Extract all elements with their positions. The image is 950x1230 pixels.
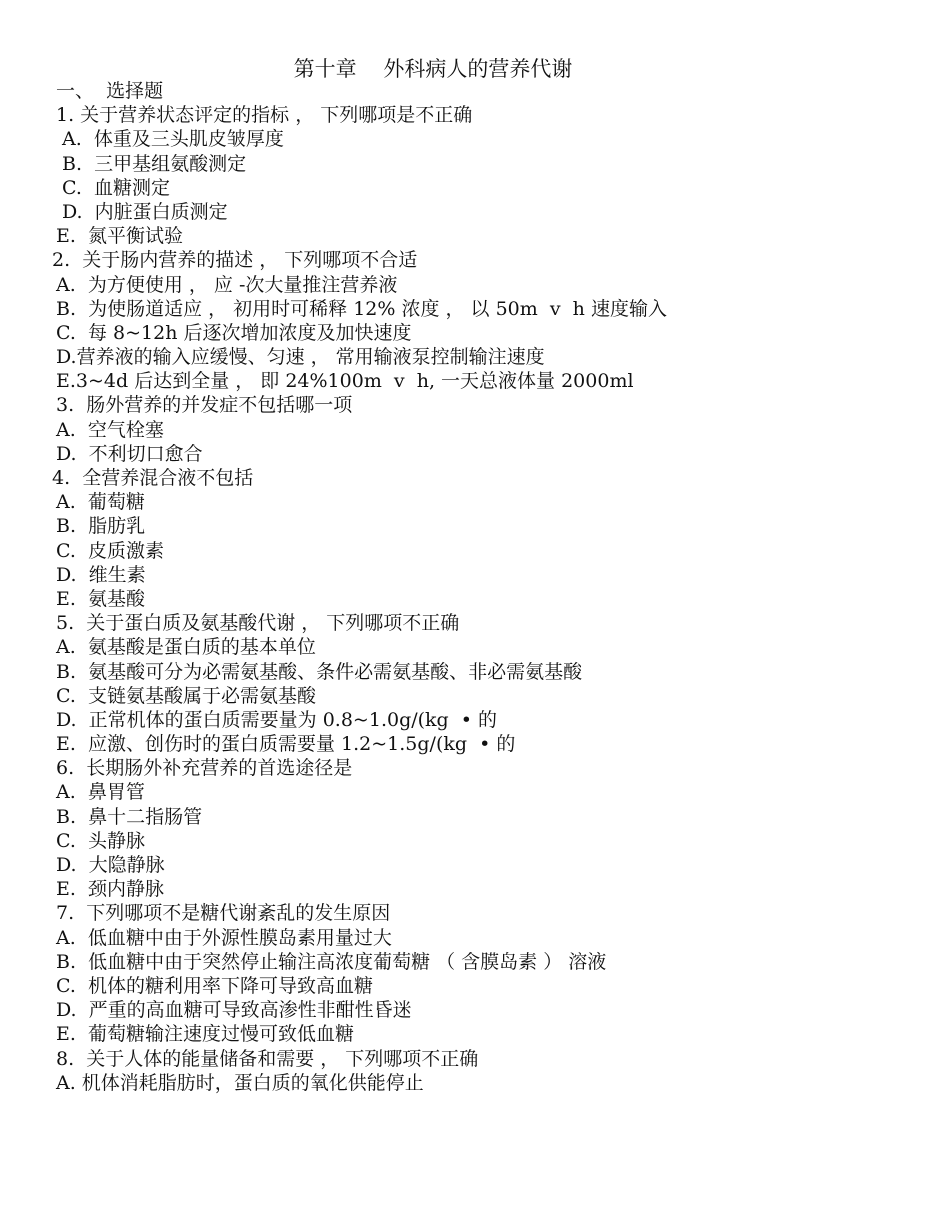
question-7-option-b: B. 低血糖中由于突然停止输注高浓度葡萄糖 （ 含膜岛素 ） 溶液 bbox=[56, 950, 607, 973]
question-1-option-d: D. 内脏蛋白质测定 bbox=[62, 200, 228, 223]
question-5-option-c: C. 支链氨基酸属于必需氨基酸 bbox=[56, 684, 316, 707]
question-list bbox=[0, 79, 900, 1095]
question-5: 5. 关于蛋白质及氨基酸代谢 ， 下列哪项不正确 bbox=[56, 612, 460, 635]
question-1-option-a: A. 体重及三头肌皮皱厚度 bbox=[62, 128, 284, 151]
question-7-option-e: E. 葡萄糖输注速度过慢可致低血糖 bbox=[56, 1023, 354, 1046]
question-2-option-c: C. 每 8~12h 后逐次增加浓度及加快速度 bbox=[56, 321, 412, 344]
question-5-option-a: A. 氨基酸是蛋白质的基本单位 bbox=[56, 636, 316, 659]
question-1-option-b: B. 三甲基组氨酸测定 bbox=[62, 152, 247, 175]
question-3: 3. 肠外营养的并发症不包括哪一项 bbox=[56, 394, 353, 417]
question-7-option-d: D. 严重的高血糖可导致高渗性非酣性昏迷 bbox=[56, 999, 412, 1022]
question-7-option-a: A. 低血糖中由于外源性膜岛素用量过大 bbox=[56, 926, 392, 949]
question-6-option-a: A. 鼻胃管 bbox=[56, 781, 145, 804]
question-6-option-b: B. 鼻十二指肠管 bbox=[56, 805, 203, 828]
question-5-option-d: D. 正常机体的蛋白质需要量为 0.8~1.0g/(kg • 的 bbox=[56, 708, 498, 731]
question-4: 4. 全营养混合液不包括 bbox=[52, 467, 254, 489]
question-5-option-b: B. 氨基酸可分为必需氨基酸、条件必需氨基酸、非必需氨基酸 bbox=[56, 660, 583, 683]
question-4-option-c: C. 皮质激素 bbox=[56, 539, 164, 562]
question-3-option-a: A. 空气栓塞 bbox=[56, 418, 164, 441]
section-heading: 一、 选择题 bbox=[56, 80, 164, 102]
question-2-option-d: D.营养液的输入应缓慢、匀速 ， 常用输液泵控制输注速度 bbox=[56, 346, 545, 369]
question-6-option-c: C. 头静脉 bbox=[56, 829, 145, 852]
question-4-option-d: D. 维生素 bbox=[56, 563, 146, 586]
question-2-option-e: E.3~4d 后达到全量 ， 即 24%100m v h, 一天总液体量 2000ml bbox=[56, 370, 634, 393]
question-1-option-c: C. 血糖测定 bbox=[62, 176, 170, 199]
question-1: 1. 关于营养状态评定的指标 ， 下列哪项是不正确 bbox=[56, 104, 473, 127]
chapter-title: 第十章 外科病人的营养代谢 bbox=[293, 57, 573, 81]
question-5-option-e: E. 应激、创伤时的蛋白质需要量 1.2~1.5g/(kg • 的 bbox=[56, 733, 516, 756]
question-3-option-d: D. 不利切口愈合 bbox=[56, 442, 203, 465]
question-6: 6. 长期肠外补充营养的首选途径是 bbox=[56, 757, 353, 780]
question-6-option-d: D. 大隐静脉 bbox=[56, 854, 165, 876]
question-7-option-c: C. 机体的糖利用率下降可导致高血糖 bbox=[56, 974, 373, 997]
question-2: 2. 关于肠内营养的描述 ， 下列哪项不合适 bbox=[52, 249, 418, 272]
question-6-option-e: E. 颈内静脉 bbox=[56, 878, 164, 901]
question-7: 7. 下列哪项不是糖代谢紊乱的发生原因 bbox=[56, 902, 391, 925]
question-4-option-b: B. 脂肪乳 bbox=[56, 515, 146, 538]
question-4-option-a: A. 葡萄糖 bbox=[56, 491, 145, 514]
question-2-option-a: A. 为方便使用 ， 应 -次大量推注营养液 bbox=[56, 273, 398, 296]
question-8-option-a: A. 机体消耗脂肪时，蛋白质的氧化供能停止 bbox=[56, 1071, 424, 1094]
question-4-option-e: E. 氨基酸 bbox=[56, 587, 145, 610]
question-8: 8. 关于人体的能量储备和需要 ， 下列哪项不正确 bbox=[56, 1047, 479, 1070]
question-1-option-e: E. 氮平衡试验 bbox=[56, 225, 183, 248]
question-2-option-b: B. 为使肠道适应 ， 初用时可稀释 12% 浓度 ， 以 50m v h 速度输入 bbox=[56, 297, 667, 320]
